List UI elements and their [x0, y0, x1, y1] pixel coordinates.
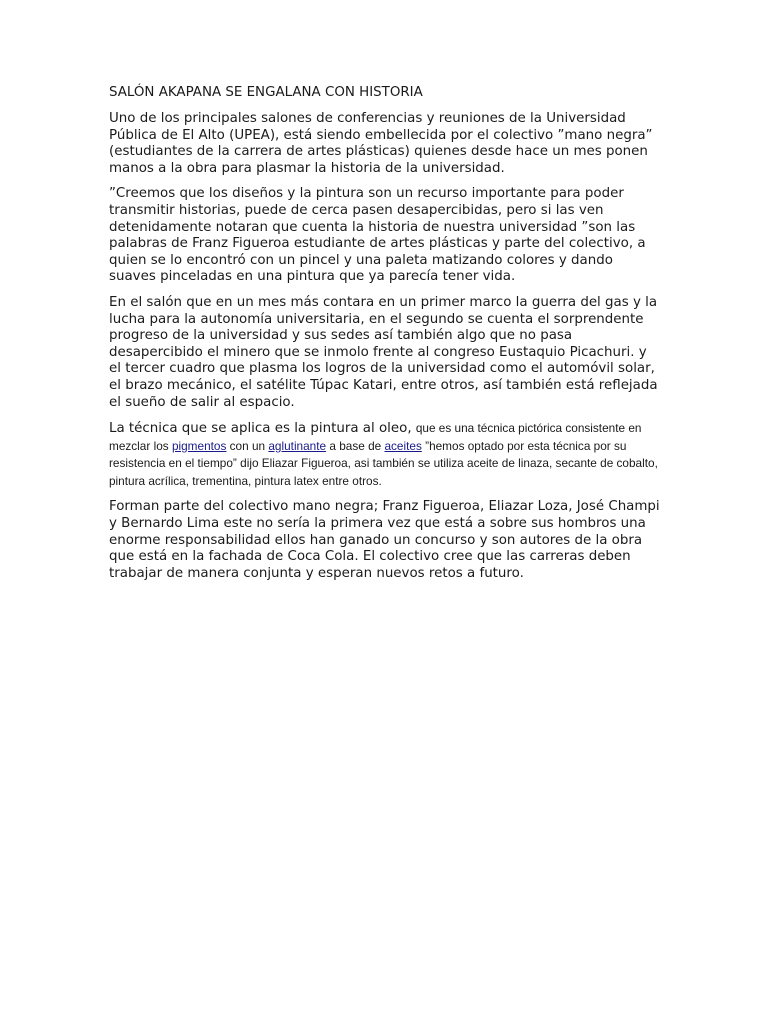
article-title: SALÓN AKAPANA SE ENGALANA CON HISTORIA — [109, 85, 423, 100]
pigmentos-link[interactable]: pigmentos — [171, 438, 227, 453]
paragraph-4 — [109, 420, 661, 490]
paragraph-4-lead: La técnica que se aplica es la pintura al oleo, — [109, 421, 416, 437]
aceites-link[interactable]: aceites — [384, 438, 422, 453]
aglutinante-link[interactable]: aglutinante — [268, 438, 327, 453]
paragraph-3: En el salón que en un mes más contara en un primer marco la guerra del gas y la lucha para la autonomía universitaria, en el segundo se cuenta el sorprendente progreso de la universidad y sus sedes así también algo que no pasa desapercibido el minero que se inmolo frente al congreso Eustaquio Picachuri. y el tercer cuadro que plasma los logros de la universidad como el automóvil solar, el brazo mecánico, el satélite Túpac Katari, entre otros, así también está reflejada el sueño de salir al espacio. — [109, 294, 658, 410]
paragraph-4-text-1: que es una técnica pictórica consistente en mezclar los — [109, 421, 642, 453]
paragraph-4-text-2: con un — [226, 438, 269, 453]
document-page — [109, 84, 661, 591]
paragraph-4-text-4: ”hemos optado por esta técnica por su resistencia en el tiempo” dijo Eliazar Figueroa, asi también se utiliza aceite de linaza, secante de cobalto, pintura acrílica, trementina, pintura latex entre otros. — [109, 438, 658, 488]
paragraph-5: Forman parte del colectivo mano negra; Franz Figueroa, Eliazar Loza, José Champi y Bernardo Lima este no sería la primera vez que está a sobre sus hombros una enorme responsabilidad ellos han ganado un concurso y son autores de la obra que está en la fachada de Coca Cola. El colectivo cree que las carreras deben trabajar de manera conjunta y esperan nuevos retos a futuro. — [109, 499, 660, 581]
paragraph-4-text-3: a base de — [326, 438, 385, 453]
paragraph-2: ”Creemos que los diseños y la pintura son un recurso importante para poder transmitir historias, puede de cerca pasen desapercibidas, pero si las ven detenidamente notaran que cuenta la historia de nuestra universidad ”son las palabras de Franz Figueroa estudiante de artes plásticas y parte del colectivo, a quien se lo encontró con un pincel y una paleta matizando colores y dando suaves pinceladas en una pintura que ya parecía tener vida. — [109, 186, 646, 285]
paragraph-1: Uno de los principales salones de conferencias y reuniones de la Universidad Pública de El Alto (UPEA), está siendo embellecida por el colectivo ”mano negra” (estudiantes de la carrera de artes plásticas) quienes desde hace un mes ponen manos a la obra para plasmar la historia de la universidad. — [109, 111, 653, 176]
